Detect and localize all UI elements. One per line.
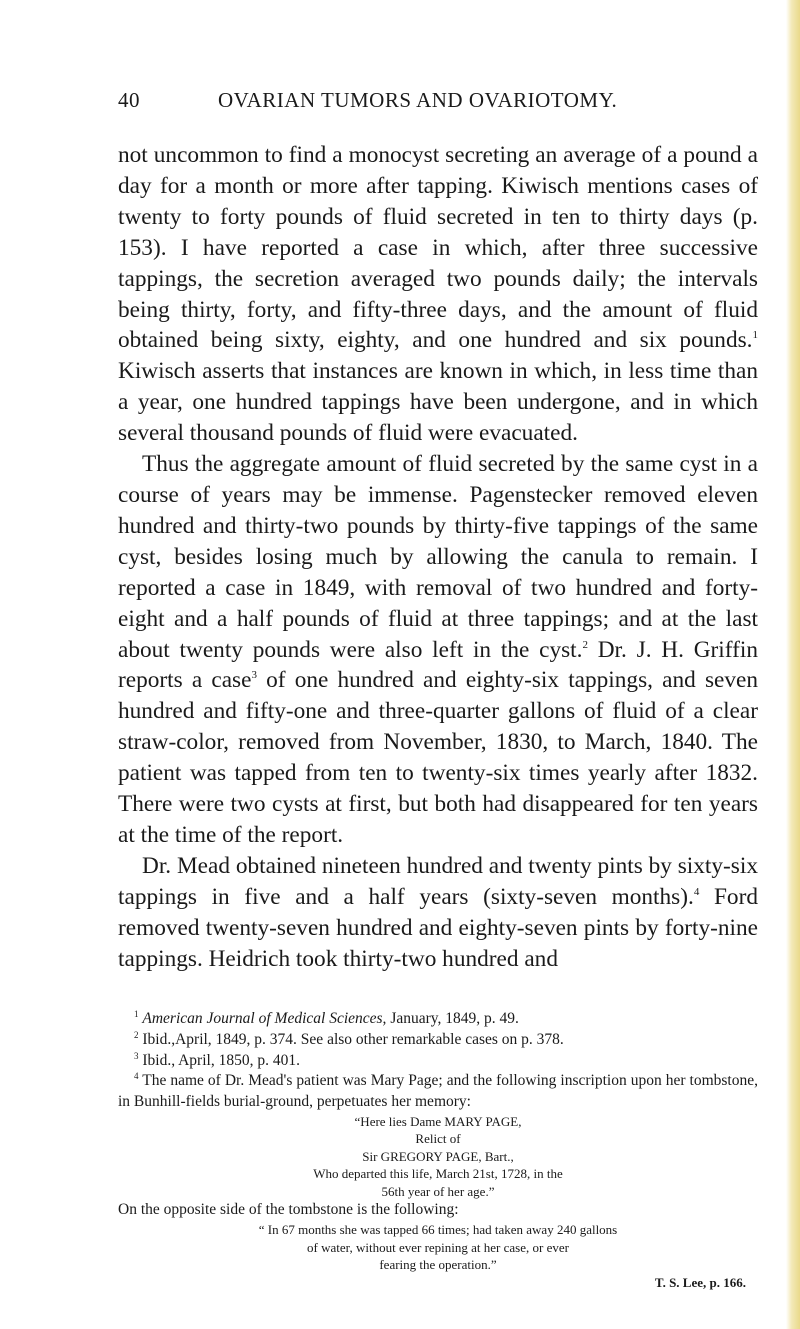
page-edge <box>786 0 800 1329</box>
footnote-4-text: The name of Dr. Mead's patient was Mary Page; and the following inscription upon her tombstone, in Bunhill-fields burial-ground, perpetuates her memory: <box>118 1072 758 1111</box>
paragraph-2-text-c: of one hundred and eighty-six tappings, and seven hundred and fifty-one and three-quarter gallons of fluid of a clear straw-color, removed from November, 1830, to March, 1840. The patient was tapped from ten to twenty-six times yearly after 1832. There were two cysts at first, but both had disappeared for ten years at the time of the report. <box>118 667 758 848</box>
paragraph-1-text-b: Kiwisch asserts that instances are known in which, in less time than a year, one hundred tappings have been undergone, and in which several thousand pounds of fluid were evacuated. <box>118 358 758 447</box>
footnote-1-text: January, 1849, p. 49. <box>386 1010 519 1027</box>
running-title: OVARIAN TUMORS AND OVARIOTOMY. <box>218 88 618 112</box>
paragraph-1 <box>118 140 758 449</box>
paragraph-3 <box>118 851 758 975</box>
footnote-3 <box>118 1051 758 1072</box>
tombstone-inscription-reverse <box>118 1221 758 1274</box>
paragraph-2 <box>118 449 758 851</box>
paragraph-1-text-a: not uncommon to find a monocyst secreting an average of a pound a day for a month or more after tapping. Kiwisch mentions cases of twenty to forty pounds of fluid secreted in ten to thirty days (p. 153). I have reported a case in which, after three successive tappings, the secretion averaged two pounds daily; the intervals being thirty, forty, and fifty-three days, and the amount of fluid obtained being sixty, eighty, and one hundred and six pounds. <box>118 142 758 354</box>
paragraph-3-text-b: Ford removed twenty-seven hundred and eighty-seven pints by forty-nine tappings. Heidrich took thirty-two hundred and <box>118 883 758 972</box>
paragraph-3-text-a: Dr. Mead obtained nineteen hundred and twenty pints by sixty-six tappings in five and a half years (sixty-seven months). <box>118 852 758 910</box>
page-number: 40 <box>118 88 140 112</box>
tombstone-inscription <box>118 1113 758 1201</box>
opposite-side-note: On the opposite side of the tombstone is the following: <box>118 1201 459 1219</box>
inscription-line: of water, without ever repining at her case, or ever <box>307 1239 569 1255</box>
inscription-line: fearing the operation.” <box>379 1257 497 1273</box>
inscription-line: Relict of <box>415 1131 461 1147</box>
main-text <box>118 140 758 974</box>
inscription-line: 56th year of her age.” <box>381 1183 495 1199</box>
footnote-ref-4: 4 <box>693 885 700 898</box>
footnotes <box>118 1009 758 1291</box>
inscription-line: “ In 67 months she was tapped 66 times; had taken away 240 gallons <box>258 1222 618 1238</box>
source-citation: T. S. Lee, p. 166. <box>654 1274 746 1290</box>
inscription-line: “Here lies Dame MARY PAGE, <box>354 1113 522 1129</box>
footnote-ref-1: 1 <box>752 329 758 342</box>
footnote-3-number: 3 <box>134 1050 139 1061</box>
footnote-2-text: Ibid.,April, 1849, p. 374. See also other remarkable cases on p. 378. <box>138 1030 564 1048</box>
footnote-ref-3: 3 <box>251 669 257 682</box>
paragraph-2-text-b: Dr. J. H. Griffin reports a case <box>118 636 758 694</box>
inscription-line: Who departed this life, March 21st, 1728, in the <box>313 1166 563 1182</box>
footnote-4-number: 4 <box>134 1071 139 1082</box>
footnote-2-number: 2 <box>134 1029 139 1040</box>
footnote-1-number: 1 <box>134 1009 139 1019</box>
footnote-1-journal: American Journal of Medical Sciences, <box>142 1010 387 1027</box>
footnote-3-text: Ibid., April, 1850, p. 401. <box>138 1051 300 1069</box>
footnote-ref-2: 2 <box>582 638 588 651</box>
footnote-4 <box>118 1071 758 1113</box>
inscription-line: Sir GREGORY PAGE, Bart., <box>362 1148 514 1164</box>
footnote-2 <box>118 1030 758 1051</box>
footnote-1 <box>118 1009 758 1030</box>
paragraph-2-text-a: Thus the aggregate amount of fluid secreted by the same cyst in a course of years may be immense. Pagenstecker removed eleven hundred and thirty-two pounds by thirty-five tappings of the same cyst, besides losing much by allowing the canula to remain. I reported a case in 1849, with removal of two hundred and forty-eight and a half pounds of fluid at three tappings; and at the last about twenty pounds were also left in the cyst. <box>118 451 758 663</box>
